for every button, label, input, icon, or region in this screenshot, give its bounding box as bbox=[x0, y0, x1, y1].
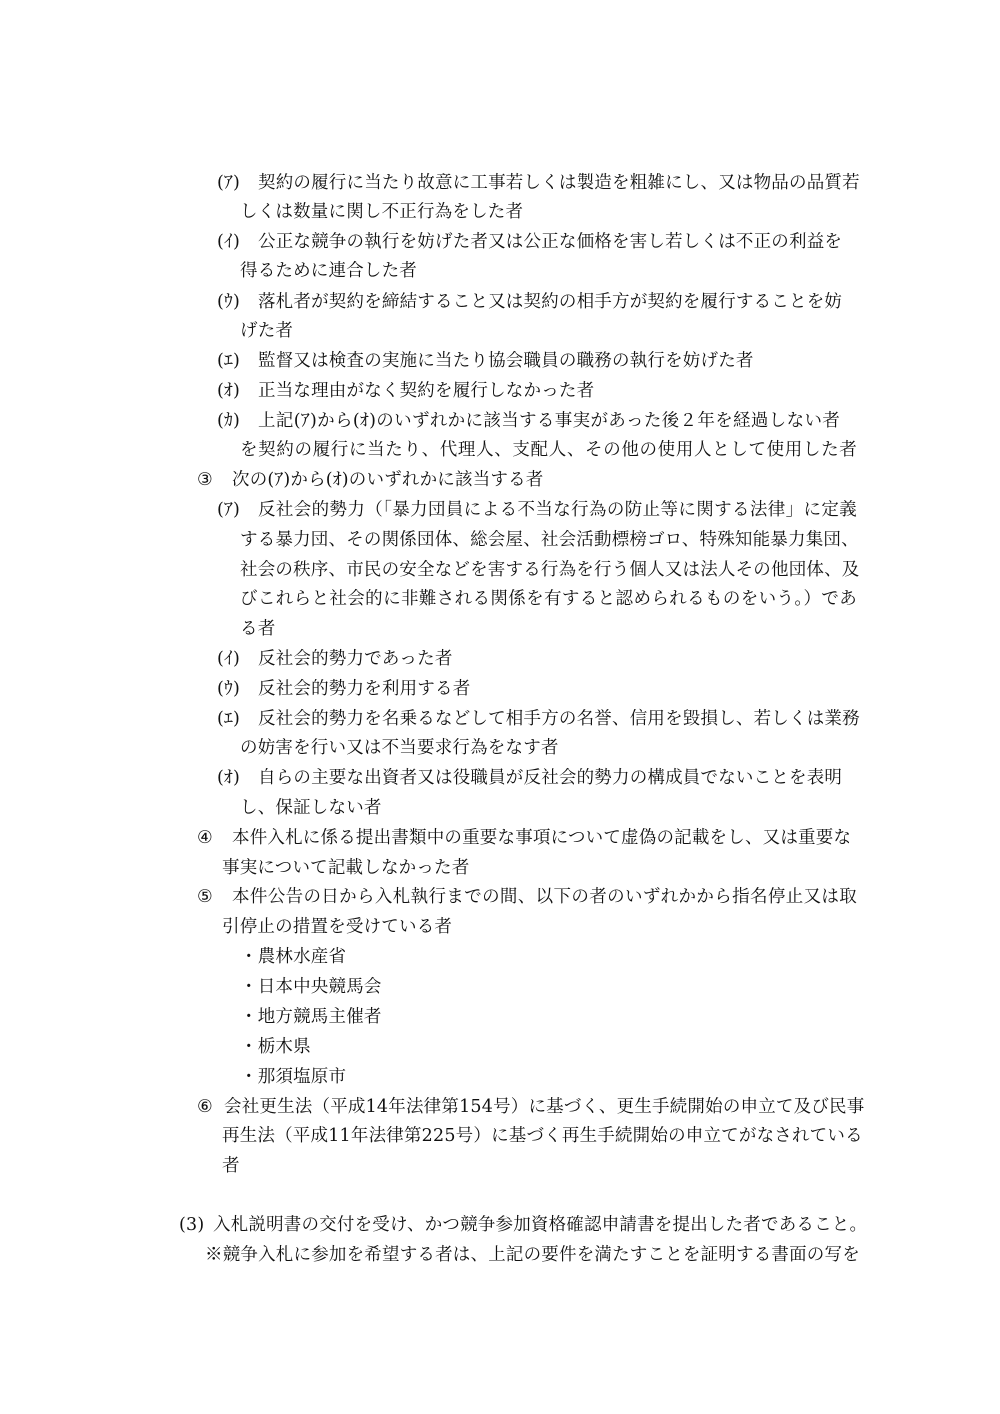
item-marker: (ｱ) bbox=[217, 500, 241, 520]
bullet-item: ・那須塩原市 bbox=[240, 1067, 347, 1087]
item-text-line: 事実について記載しなかった者 bbox=[222, 858, 470, 878]
section-text-line: 入札説明書の交付を受け、かつ競争参加資格確認申請書を提出した者であること。 bbox=[213, 1215, 868, 1235]
item-text-line: 得るために連合した者 bbox=[240, 261, 417, 281]
item-text-line: びこれらと社会的に非難される関係を有すると認められるものをいう。）であ bbox=[240, 589, 857, 609]
item-marker: (ｲ) bbox=[217, 649, 241, 669]
item-text-line: 本件公告の日から入札執行までの間、以下の者のいずれかから指名停止又は取 bbox=[232, 887, 857, 907]
bullet-item: ・栃木県 bbox=[240, 1037, 311, 1057]
item-text-line: 監督又は検査の実施に当たり協会職員の職務の執行を妨げた者 bbox=[258, 351, 754, 371]
item-marker: (ｵ) bbox=[217, 768, 241, 788]
item-text-line: 自らの主要な出資者又は役職員が反社会的勢力の構成員でないことを表明 bbox=[258, 768, 843, 788]
item-text-line: 反社会的勢力（「暴力団員による不当な行為の防止等に関する法律」に定義 bbox=[258, 500, 857, 520]
item-marker: (ｲ) bbox=[217, 232, 241, 252]
item-text-line: る者 bbox=[240, 619, 276, 639]
bullet-item: ・地方競馬主催者 bbox=[240, 1007, 382, 1027]
item-text-line: 反社会的勢力を利用する者 bbox=[258, 679, 471, 699]
item-text-line: の妨害を行い又は不当要求行為をなす者 bbox=[240, 738, 559, 758]
item-text-line: 契約の履行に当たり故意に工事若しくは製造を粗雑にし、又は物品の品質若 bbox=[258, 173, 860, 193]
item-text-line: し、保証しない者 bbox=[240, 798, 382, 818]
item-marker: (ｴ) bbox=[217, 351, 241, 371]
item-text-line: 上記(ｱ)から(ｵ)のいずれかに該当する事実があった後２年を経過しない者 bbox=[258, 411, 840, 431]
section-text-line: ※競争入札に参加を希望する者は、上記の要件を満たすことを証明する書面の写を bbox=[205, 1245, 860, 1265]
item-text-line: 公正な競争の執行を妨げた者又は公正な価格を害し若しくは不正の利益を bbox=[258, 232, 843, 252]
item-marker: ④ bbox=[197, 828, 213, 848]
item-text-line: 社会の秩序、市民の安全などを害する行為を行う個人又は法人その他団体、及 bbox=[240, 560, 860, 580]
bullet-item: ・日本中央競馬会 bbox=[240, 977, 382, 997]
item-marker: (ｶ) bbox=[217, 411, 241, 431]
section-marker: (3) bbox=[179, 1215, 205, 1235]
item-marker: (ｱ) bbox=[217, 173, 241, 193]
item-text-line: 会社更生法（平成14年法律第154号）に基づく、更生手続開始の申立て及び民事 bbox=[224, 1097, 865, 1117]
item-text-line: 引停止の措置を受けている者 bbox=[222, 917, 453, 937]
item-text-line: しくは数量に関し不正行為をした者 bbox=[240, 202, 524, 222]
item-text-line: を契約の履行に当たり、代理人、支配人、その他の使用人として使用した者 bbox=[240, 440, 857, 460]
item-marker: ⑤ bbox=[197, 887, 213, 907]
item-text-line: 本件入札に係る提出書類中の重要な事項について虚偽の記載をし、又は重要な bbox=[232, 828, 852, 848]
item-text-line: する暴力団、その関係団体、総会屋、社会活動標榜ゴロ、特殊知能暴力集団、 bbox=[240, 530, 859, 550]
item-marker: (ｳ) bbox=[217, 679, 241, 699]
item-text-line: 反社会的勢力であった者 bbox=[258, 649, 453, 669]
item-marker: (ｳ) bbox=[217, 292, 241, 312]
item-text-line: 再生法（平成11年法律第225号）に基づく再生手続開始の申立てがなされている bbox=[222, 1126, 863, 1146]
bullet-item: ・農林水産省 bbox=[240, 947, 347, 967]
item-text-line: 落札者が契約を締結すること又は契約の相手方が契約を履行することを妨 bbox=[258, 292, 843, 312]
item-text-line: 反社会的勢力を名乗るなどして相手方の名誉、信用を毀損し、若しくは業務 bbox=[258, 709, 860, 729]
item-marker: ③ bbox=[197, 470, 213, 490]
item-marker: ⑥ bbox=[197, 1097, 213, 1117]
item-text-line: 正当な理由がなく契約を履行しなかった者 bbox=[258, 381, 595, 401]
item-text-line: 次の(ｱ)から(ｵ)のいずれかに該当する者 bbox=[232, 470, 544, 490]
item-text-line: げた者 bbox=[240, 321, 294, 341]
item-text-line: 者 bbox=[222, 1156, 240, 1176]
item-marker: (ｴ) bbox=[217, 709, 241, 729]
item-marker: (ｵ) bbox=[217, 381, 241, 401]
